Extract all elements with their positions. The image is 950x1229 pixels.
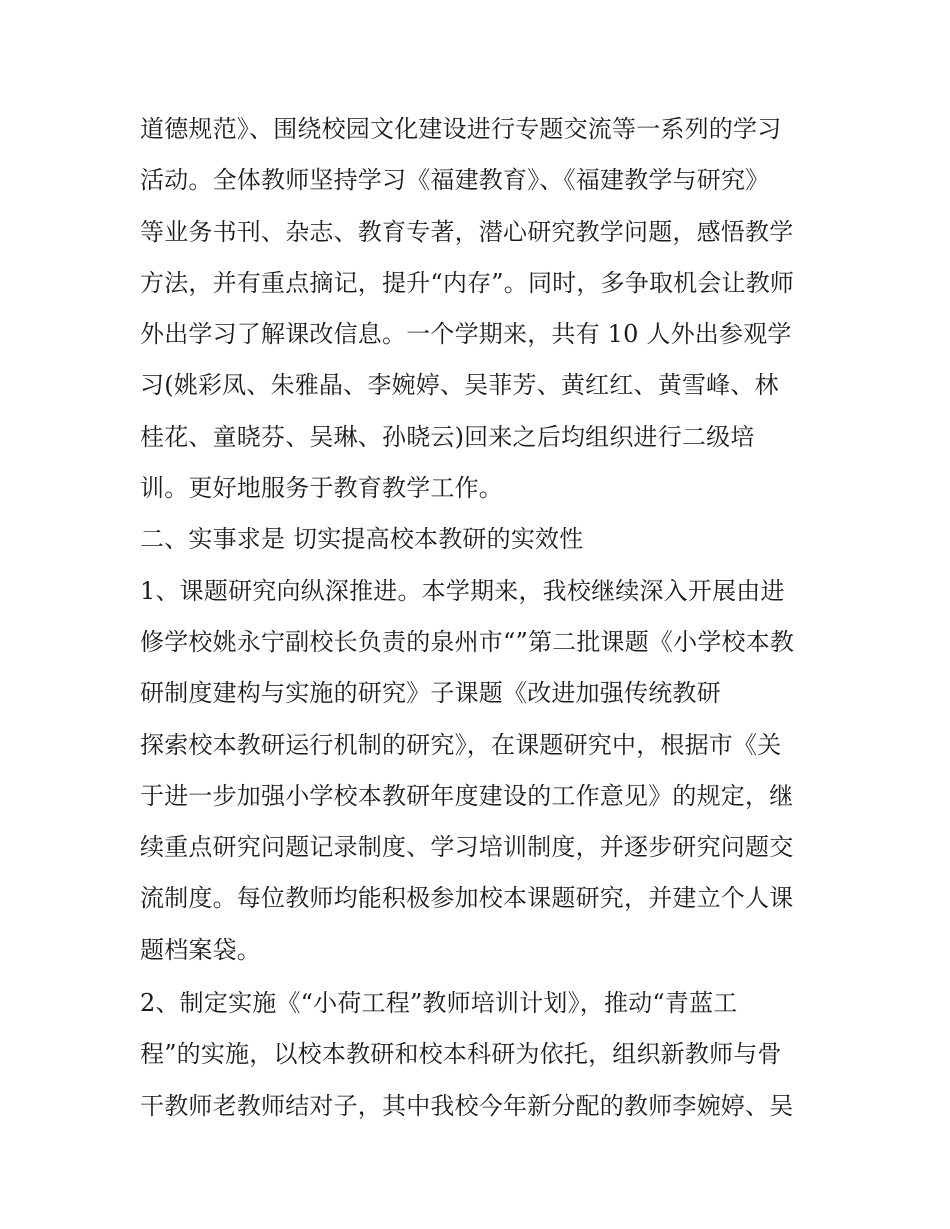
text-line: 桂花、童晓芬、吴琳、孙晓云)回来之后均组织进行二级培 bbox=[140, 422, 755, 451]
text-line: 1、课题研究向纵深推进。本学期来，我校继续深入开展由进 bbox=[140, 576, 785, 605]
text-line: 2、制定实施《“小荷工程”教师培训计划》，推动“青蓝工 bbox=[140, 989, 738, 1018]
text-line: 等业务书刊、杂志、教育专著，潜心研究教学问题，感悟教学 bbox=[140, 217, 794, 246]
text-line: 探索校本教研运行机制的研究》，在课题研究中，根据市《关 bbox=[140, 730, 782, 759]
text-line: 程”的实施，以校本教研和校本科研为依托，组织新教师与骨 bbox=[140, 1040, 782, 1069]
text-line: 训。更好地服务于教育教学工作。 bbox=[140, 474, 503, 503]
section-heading: 二、实事求是 切实提高校本教研的实效性 bbox=[140, 525, 584, 554]
text-line: 习(姚彩凤、朱雅晶、李婉婷、吴菲芳、黄红红、黄雪峰、林 bbox=[140, 371, 779, 400]
text-line: 修学校姚永宁副校长负责的泉州市“”第二批课题《小学校本教 bbox=[140, 627, 795, 656]
text-line: 题档案袋。 bbox=[140, 935, 261, 964]
text-line: 于进一步加强小学校本教研年度建设的工作意见》的规定，继 bbox=[140, 781, 794, 810]
text-line: 流制度。每位教师均能积极参加校本课题研究，并建立个人课 bbox=[140, 884, 794, 913]
text-line: 活动。全体教师坚持学习《福建教育》、《福建教学与研究》 bbox=[140, 166, 770, 195]
text-line: 道德规范》、围绕校园文化建设进行专题交流等一系列的学习 bbox=[140, 115, 782, 143]
text-line: 续重点研究问题记录制度、学习培训制度，并逐步研究问题交 bbox=[140, 833, 794, 862]
text-line: 外出学习了解课改信息。一个学期来，共有 10 人外出参观学 bbox=[140, 320, 792, 349]
text-line: 干教师老教师结对子，其中我校今年新分配的教师李婉婷、吴 bbox=[140, 1091, 794, 1120]
document-body bbox=[140, 104, 840, 1132]
text-line: 方法，并有重点摘记，提升“内存”。同时，多争取机会让教师 bbox=[140, 268, 795, 297]
text-line: 研制度建构与实施的研究》子课题《改进加强传统教研 bbox=[140, 679, 721, 708]
